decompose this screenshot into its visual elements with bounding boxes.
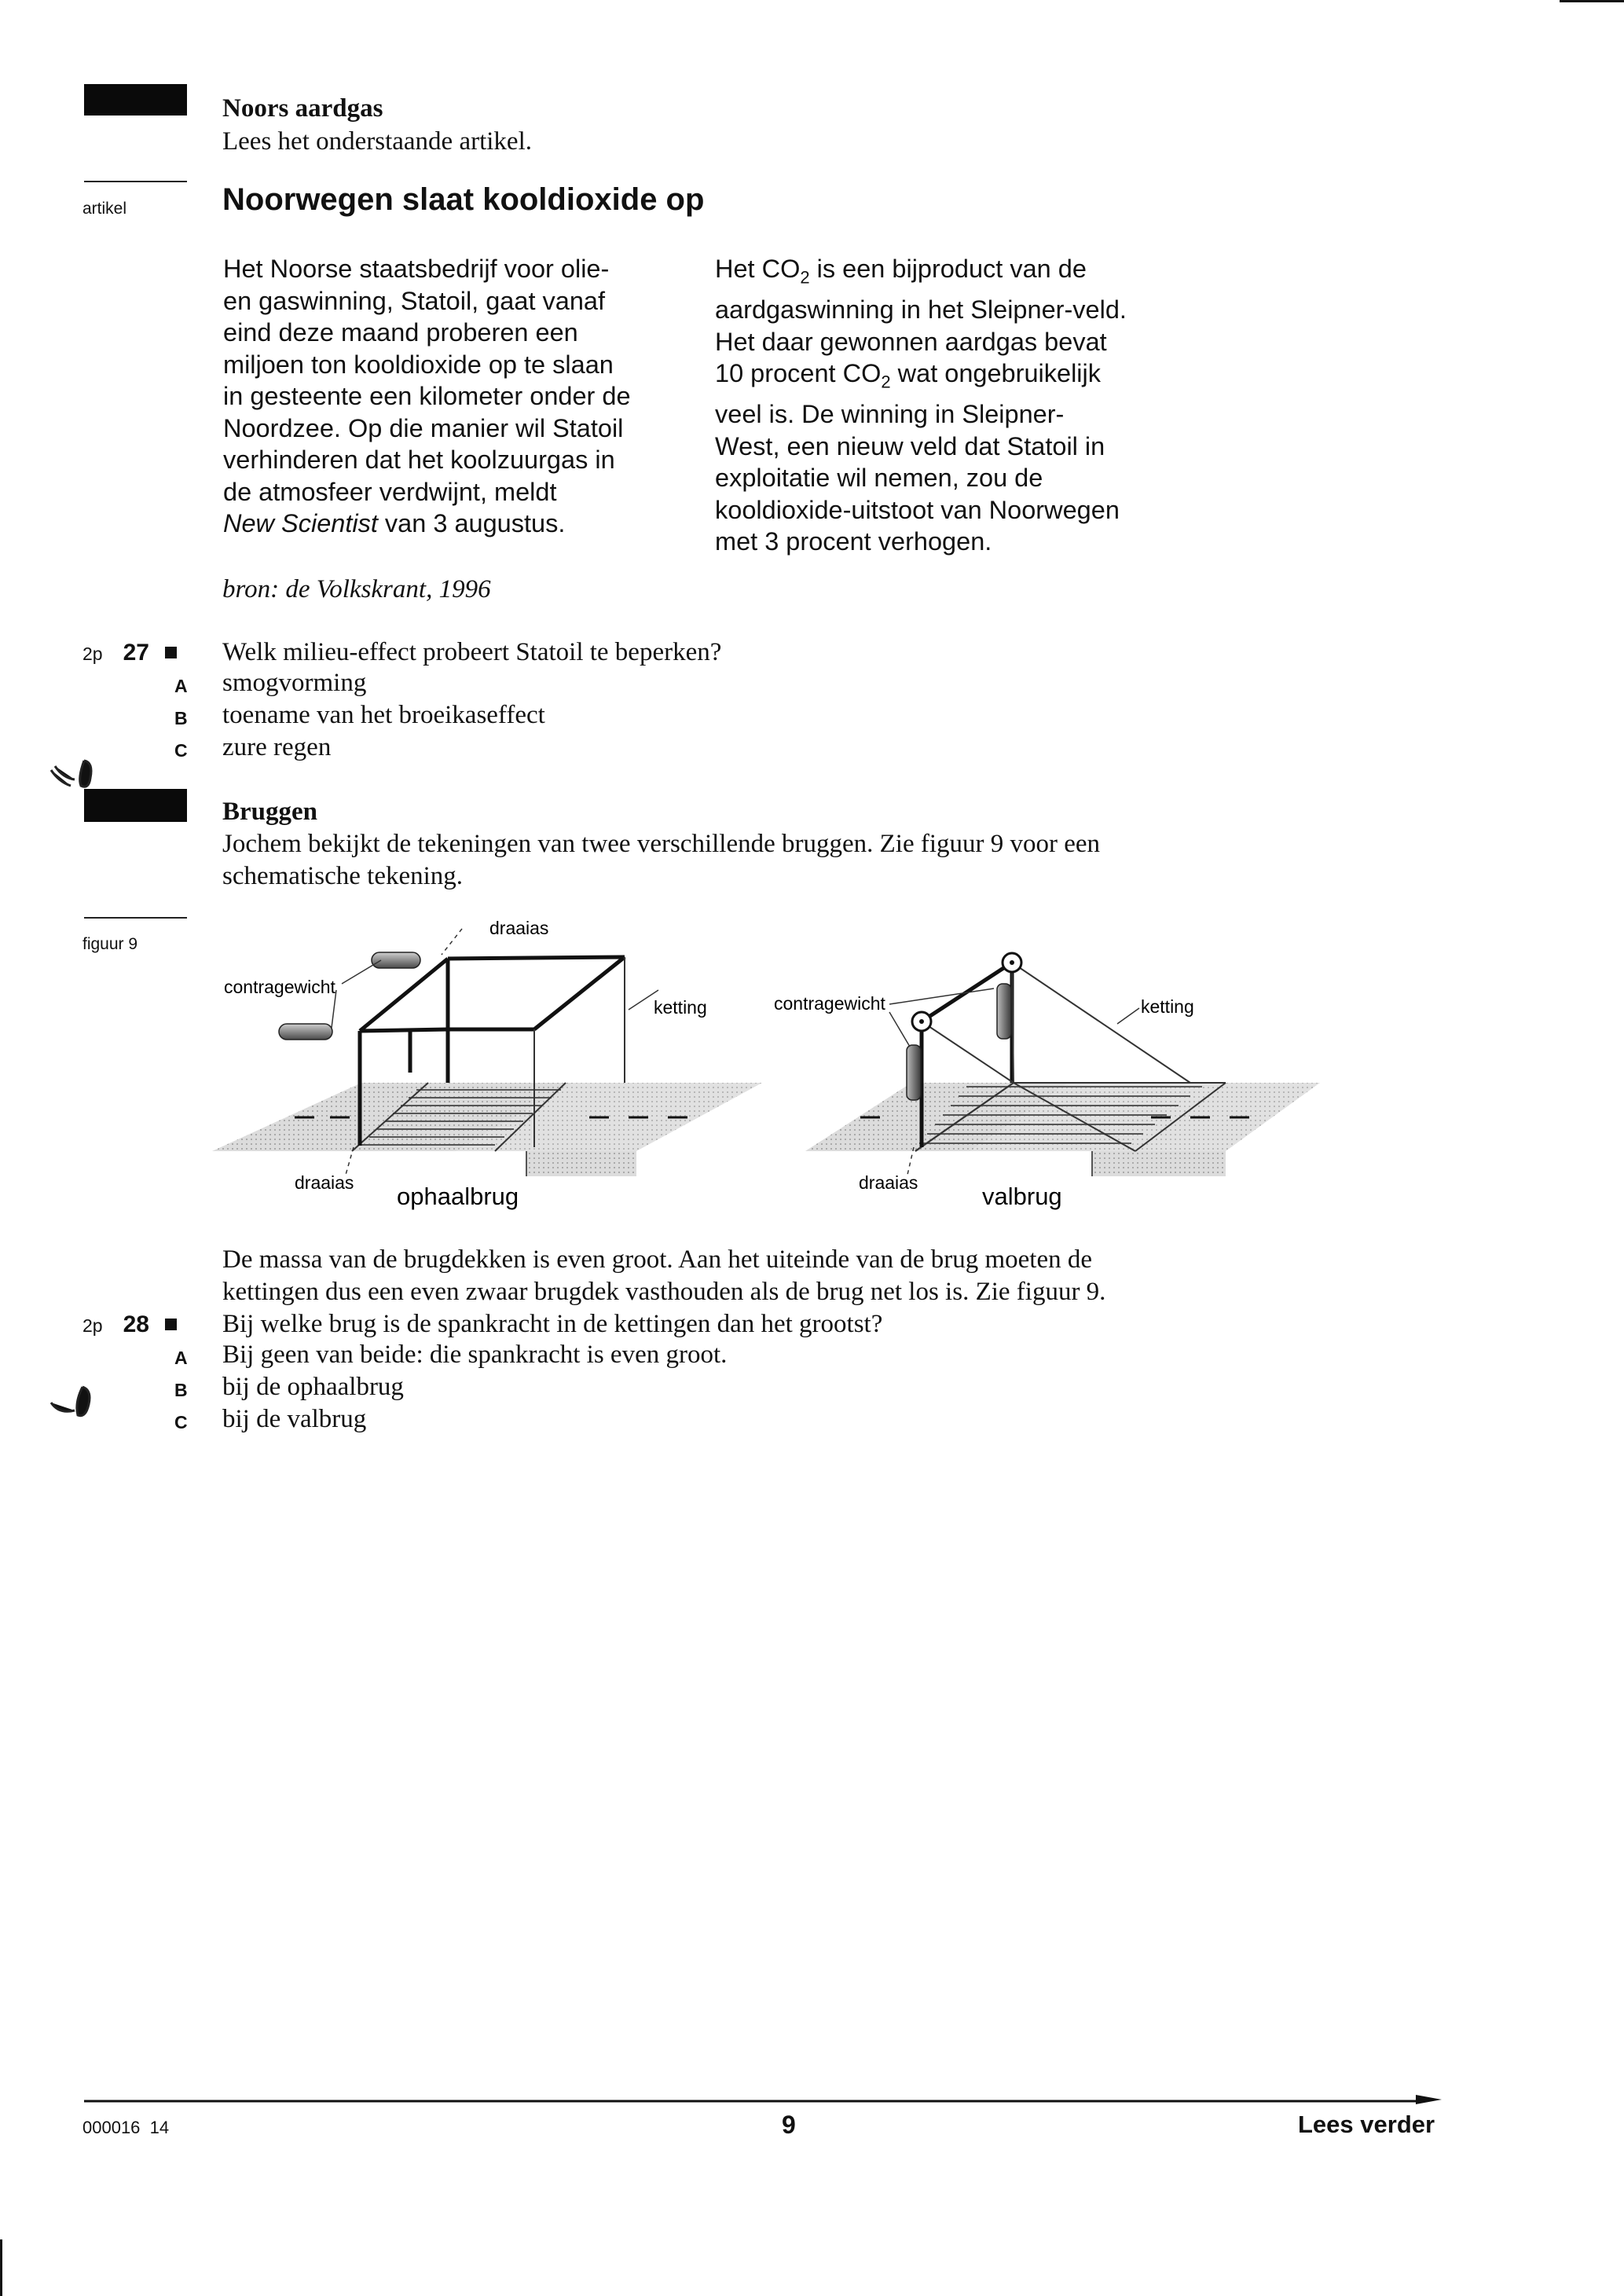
question-27-number: 2p 27 bbox=[82, 640, 177, 666]
caption-valbrug: valbrug bbox=[982, 1183, 1062, 1210]
valbrug-drawing bbox=[805, 953, 1320, 1176]
section-title: Noors aardgas bbox=[222, 94, 383, 123]
option-text: smogvorming bbox=[222, 669, 367, 697]
edge-mark bbox=[1560, 0, 1624, 2]
option-text: bij de ophaalbrug bbox=[222, 1373, 404, 1401]
option-text: zure regen bbox=[222, 733, 332, 761]
article-line: Het Noorse staatsbedrijf voor olie- bbox=[223, 255, 610, 283]
section-intro: schematische tekening. bbox=[222, 862, 464, 890]
article-line: Het $CO_2$ is een bijproduct van de bbox=[715, 255, 1087, 288]
label-contragewicht-right: contragewicht bbox=[774, 993, 885, 1014]
footer-next: Lees verder bbox=[1298, 2111, 1435, 2138]
article-line: West, een nieuw veld dat Statoil in bbox=[715, 431, 1105, 460]
article-line: met 3 procent verhogen. bbox=[715, 527, 992, 556]
option-text: bij de valbrug bbox=[222, 1405, 367, 1433]
section-marker-block bbox=[84, 84, 187, 116]
label-draaias-top: draaias bbox=[489, 918, 549, 938]
publication-name: New Scientist bbox=[223, 509, 378, 537]
article-line: eind deze maand proberen een bbox=[223, 318, 578, 347]
side-rule bbox=[84, 917, 187, 919]
article-headline: Noorwegen slaat kooldioxide op bbox=[222, 182, 705, 217]
figure-9-bridges bbox=[212, 911, 1336, 1226]
section-marker-block bbox=[84, 789, 187, 822]
article-line: de atmosfeer verdwijnt, meldt bbox=[223, 477, 557, 506]
article-line: in gesteente een kilometer onder de bbox=[223, 382, 631, 410]
article-source: bron: de Volkskrant, 1996 bbox=[222, 575, 491, 603]
article-line: aardgaswinning in het Sleipner-veld. bbox=[715, 295, 1127, 324]
article-line: Het daar gewonnen aardgas bevat bbox=[715, 327, 1107, 356]
article-line: veel is. De winning in Sleipner- bbox=[715, 400, 1065, 428]
article-line: New Scientist van 3 augustus. bbox=[223, 509, 566, 537]
option-letter: C bbox=[174, 740, 188, 761]
question-28-number: 2p 28 bbox=[82, 1311, 177, 1338]
label-ketting-left: ketting bbox=[654, 997, 707, 1018]
edge-mark bbox=[0, 2239, 2, 2296]
article-column-1 bbox=[223, 253, 631, 540]
scribble-mark bbox=[43, 1379, 98, 1426]
label-draaias-right: draaias bbox=[859, 1172, 918, 1193]
page-number: 9 bbox=[782, 2111, 796, 2139]
footer-code: 000016 14 bbox=[82, 2118, 170, 2137]
question-28-intro: De massa van de brugdekken is even groot. Aan het uiteinde van de brug moeten de bbox=[222, 1245, 1092, 1274]
article-line: verhinderen dat het koolzuurgas in bbox=[223, 446, 615, 474]
option-letter: B bbox=[174, 708, 188, 728]
option-letter: A bbox=[174, 676, 188, 696]
side-rule bbox=[84, 181, 187, 182]
article-line: en gaswinning, Statoil, gaat vanaf bbox=[223, 286, 606, 315]
label-contragewicht-left: contragewicht bbox=[224, 977, 335, 997]
question-28-intro: kettingen dus een even zwaar brugdek vasthouden als de brug net los is. Zie figuur 9. bbox=[222, 1278, 1106, 1306]
footer-arrow-rule bbox=[84, 2090, 1451, 2109]
option-text: toename van het broeikaseffect bbox=[222, 701, 545, 729]
side-label-figuur: figuur 9 bbox=[82, 935, 138, 953]
label-draaias-left: draaias bbox=[295, 1172, 354, 1193]
caption-ophaalbrug: ophaalbrug bbox=[397, 1183, 519, 1210]
article-line: 10 procent $CO_2$ wat ongebruikelijk bbox=[715, 359, 1101, 392]
section-title: Bruggen bbox=[222, 798, 318, 826]
question-28-text: Bij welke brug is de spankracht in de kettingen dan het grootst? bbox=[222, 1310, 883, 1338]
article-line: Noordzee. Op die manier wil Statoil bbox=[223, 413, 624, 442]
article-column-2 bbox=[715, 253, 1127, 558]
option-letter: B bbox=[174, 1380, 188, 1400]
question-27-text: Welk milieu-effect probeert Statoil te beperken? bbox=[222, 638, 722, 666]
section-intro: Lees het onderstaande artikel. bbox=[222, 127, 532, 156]
ophaalbrug-drawing bbox=[212, 929, 762, 1176]
section-intro: Jochem bekijkt de tekeningen van twee verschillende bruggen. Zie figuur 9 voor een bbox=[222, 830, 1101, 858]
option-letter: A bbox=[174, 1348, 188, 1368]
article-line: miljoen ton kooldioxide op te slaan bbox=[223, 350, 614, 379]
side-label-artikel: artikel bbox=[82, 200, 127, 218]
label-ketting-right: ketting bbox=[1141, 996, 1194, 1017]
article-line: kooldioxide-uitstoot van Noorwegen bbox=[715, 495, 1120, 524]
option-letter: C bbox=[174, 1412, 188, 1432]
article-line: exploitatie wil nemen, zou de bbox=[715, 464, 1043, 492]
option-text: Bij geen van beide: die spankracht is even groot. bbox=[222, 1341, 728, 1369]
